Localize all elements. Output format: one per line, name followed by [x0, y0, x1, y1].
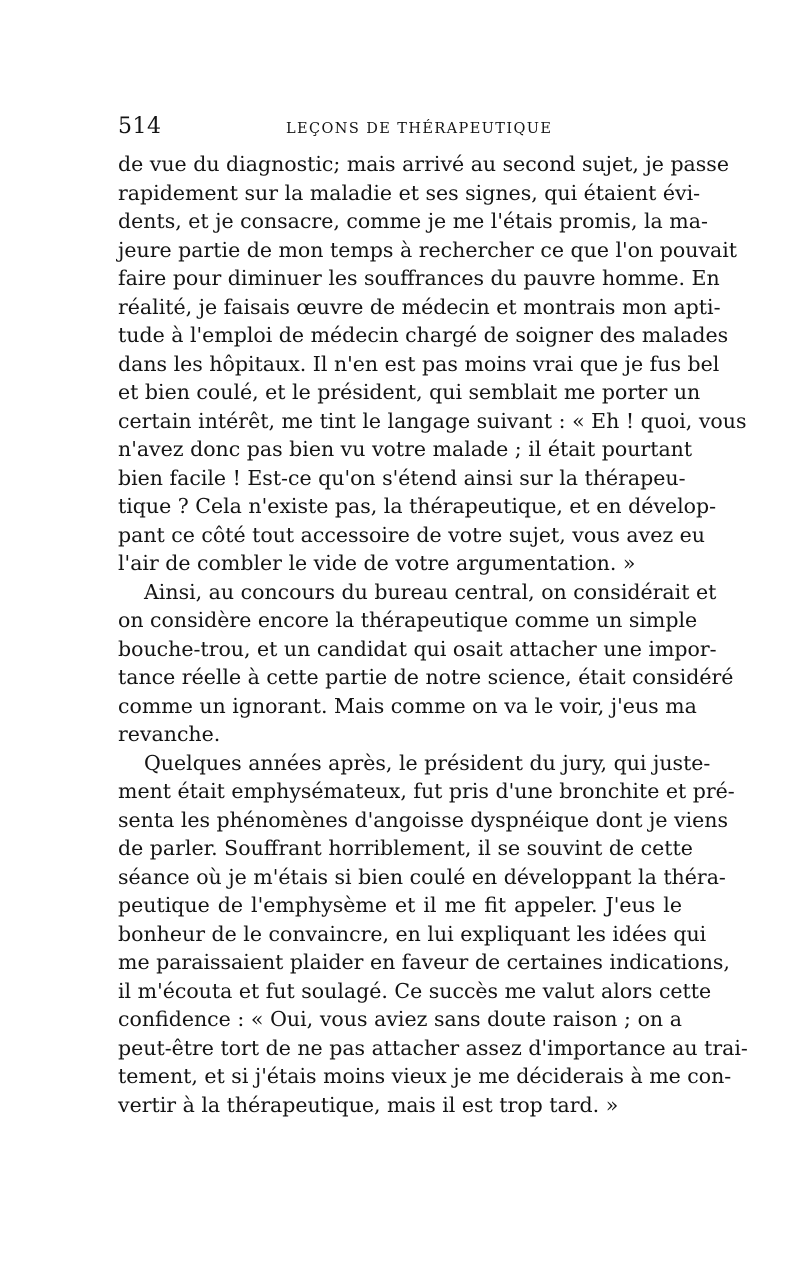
text-line: tance réelle à cette partie de notre science, était considéré: [118, 665, 734, 689]
text-line: certain intérêt, me tint le langage suivant : « Eh ! quoi, vous: [118, 408, 747, 433]
text-line: pant ce côté tout accessoire de votre sujet, vous avez eu: [118, 522, 705, 547]
text-line: tude à l'emploi de médecin chargé de soigner des malades: [118, 323, 729, 347]
text-line: on considère encore la thérapeutique comme un simple: [118, 608, 698, 632]
text-line: de parler. Souffrant horriblement, il se souvint de cette: [118, 836, 693, 860]
text-line: dans les hôpitaux. Il n'en est pas moins vrai que je fus bel: [118, 351, 720, 376]
text-line: senta les phénomènes d'angoisse dyspnéique dont je viens: [118, 807, 729, 832]
text-line: bien facile ! Est-ce qu'on s'étend ainsi sur la thérapeu-: [118, 465, 686, 490]
text-line: faire pour diminuer les souffrances du pauvre homme. En: [118, 266, 720, 290]
text-line: me paraissaient plaider en faveur de certaines indications,: [118, 950, 730, 974]
text-line: rapidement sur la maladie et ses signes, qui étaient évi-: [118, 180, 701, 205]
text-line: l'air de combler le vide de votre argumentation. »: [118, 551, 636, 575]
text-line: réalité, je faisais œuvre de médecin et montrais mon apti-: [118, 294, 721, 319]
text-line: bonheur de le convaincre, en lui expliquant les idées qui: [118, 921, 707, 946]
text-line: dents, et je consacre, comme je me l'étais promis, la ma-: [118, 209, 708, 233]
text-line: vertir à la thérapeutique, mais il est trop tard. »: [118, 1092, 619, 1117]
text-line: tique ? Cela n'existe pas, la thérapeutique, et en dévelop-: [118, 494, 717, 518]
running-head: LEÇONS DE THÉRAPEUTIQUE: [286, 121, 553, 137]
text-line: Quelques années après, le président du jury, qui juste-: [144, 750, 711, 775]
text-line: peut-être tort de ne pas attacher assez d'importance au trai-: [118, 1035, 748, 1060]
text-line: jeure partie de mon temps à rechercher ce que l'on pouvait: [118, 237, 738, 262]
text-line: il m'écouta et fut soulagé. Ce succès me valut alors cette: [118, 978, 712, 1003]
text-line: comme un ignorant. Mais comme on va le voir, j'eus ma: [118, 693, 697, 718]
body-text: [118, 150, 748, 1119]
text-line: tement, et si j'étais moins vieux je me déciderais à me con-: [118, 1064, 732, 1088]
text-line: confidence : « Oui, vous aviez sans doute raison ; on a: [118, 1007, 682, 1031]
text-line: n'avez donc pas bien vu votre malade ; il était pourtant: [118, 437, 693, 461]
text-line: séance où je m'étais si bien coulé en développant la théra-: [118, 864, 726, 889]
text-line: de vue du diagnostic; mais arrivé au second sujet, je passe: [118, 152, 729, 176]
text-line: peutique de l'emphysème et il me fit appeler. J'eus le: [118, 893, 682, 917]
text-line: Ainsi, au concours du bureau central, on considérait et: [144, 579, 717, 604]
text-line: ment était emphysémateux, fut pris d'une bronchite et pré-: [118, 779, 735, 803]
text-line: revanche.: [118, 722, 221, 746]
text-line: et bien coulé, et le président, qui semblait me porter un: [118, 380, 701, 404]
page-number: 514: [118, 114, 162, 139]
text-line: bouche-trou, et un candidat qui osait attacher une impor-: [118, 636, 717, 661]
